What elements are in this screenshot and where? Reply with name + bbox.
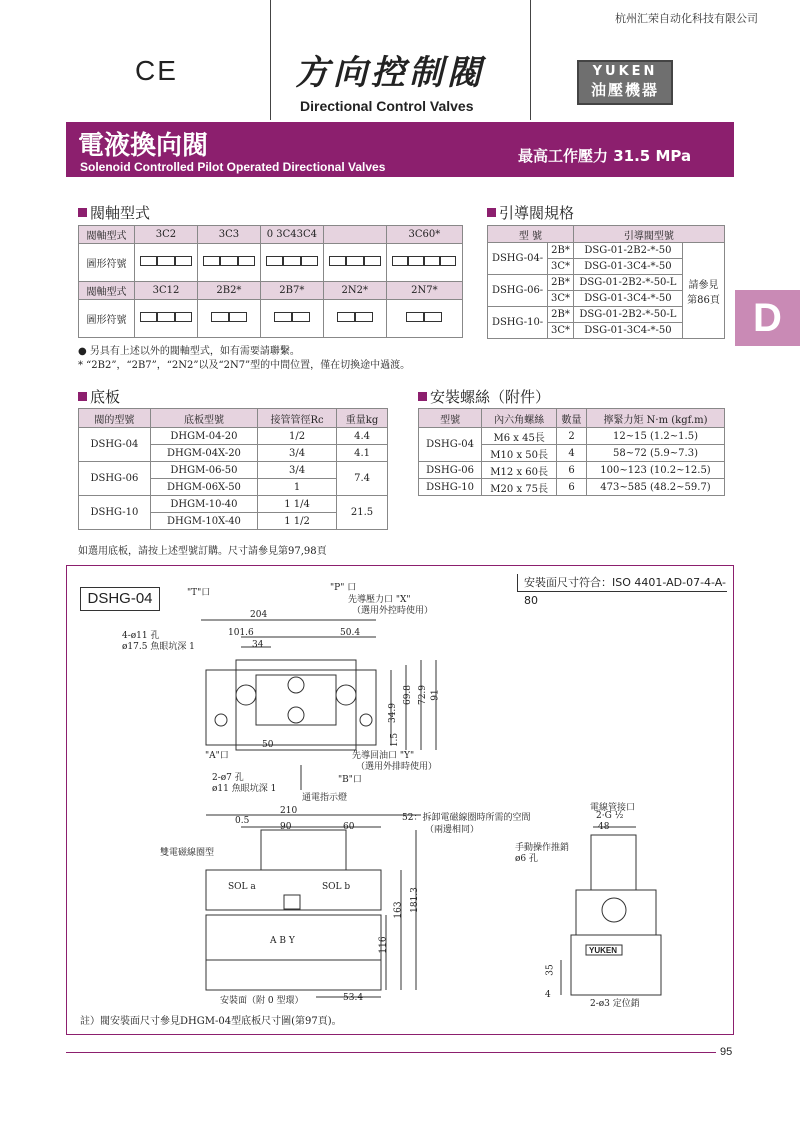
subplate-kg: 4.4 [337, 428, 388, 445]
pilot-part: DSG-01-3C4-*-50 [573, 259, 682, 275]
banner-title-en: Solenoid Controlled Pilot Operated Directional Valves [80, 160, 386, 174]
max-pressure: 最高工作壓力 31.5 MPa [518, 147, 692, 165]
spool-symbol [386, 300, 462, 338]
bolts-col: 數量 [557, 409, 587, 428]
subplate-kg: 4.1 [337, 445, 388, 462]
subplate-part: DHGM-06-50 [150, 462, 257, 479]
dim-53-4: 53.4 [343, 993, 364, 1003]
bolts-torque: 473~585 (48.2~59.7) [586, 479, 724, 496]
spool-cell: 3C12 [135, 282, 198, 300]
yuken-logo [577, 60, 673, 105]
bolts-model: DSHG-06 [419, 462, 482, 479]
y-port-label: 先導回油口 "Y" [352, 751, 415, 761]
spool-symbol [135, 300, 198, 338]
x-port-note: （選用外控時使用） [352, 606, 434, 616]
bolts-qty: 6 [557, 479, 587, 496]
logo-text-top: YUKEN [592, 64, 658, 79]
spool-table [78, 225, 463, 338]
subplate-kg: 21.5 [337, 496, 388, 530]
bolts-torque: 58~72 (5.9~7.3) [586, 445, 724, 462]
sol-a-label: SOL a [228, 882, 256, 892]
spool-symbol [197, 300, 260, 338]
side-circle [602, 898, 626, 922]
spool-cell: 3C2 [135, 226, 198, 244]
bolts-qty: 2 [557, 428, 587, 445]
bolts-model: DSHG-10 [419, 479, 482, 496]
footer-line [66, 1052, 716, 1053]
pilot-part: DSG-01-2B2-*-50-L [573, 275, 682, 291]
bolts-bolt: M12 x 60長 [482, 462, 557, 479]
page-number: 95 [720, 1046, 733, 1058]
subplate-col: 接管管徑Rc [258, 409, 337, 428]
top-view-body [206, 670, 376, 745]
conduit-size: 2·G ½ [596, 811, 624, 821]
subplate-col: 重量kg [337, 409, 388, 428]
company-name: 杭州汇荣自动化科技有限公司 [615, 13, 758, 25]
manual-hole: ø6 孔 [515, 854, 539, 864]
spool-cell: 3C3 [197, 226, 260, 244]
pilot-part: DSG-01-3C4-*-50 [573, 323, 682, 339]
bolts-col: 型號 [419, 409, 482, 428]
pilot-model: DSHG-10- [488, 307, 548, 339]
subplate-col: 閥的型號 [79, 409, 151, 428]
spool-symbol [323, 244, 386, 282]
dim-35: 35 [545, 964, 556, 976]
pilot-code: 3C* [548, 291, 574, 307]
subplate-part: DHGM-10X-40 [150, 513, 257, 530]
dim-91: 91 [430, 689, 441, 701]
dim-48: 48 [598, 822, 610, 832]
top-view-pilot [236, 660, 356, 750]
b-port-label: "B"口 [338, 775, 362, 785]
pilot-part: DSG-01-2B2-*-50-L [573, 307, 682, 323]
pilot-heading: 引導閥規格 [487, 202, 574, 223]
bolts-torque: 12~15 (1.2~1.5) [586, 428, 724, 445]
spool-cell [323, 226, 386, 244]
subplate-rc: 3/4 [258, 462, 337, 479]
spool-cell: 3C60* [386, 226, 462, 244]
bolts-col: 擰緊力矩 N·m (kgf.m) [586, 409, 724, 428]
spool-cell: 2B7* [260, 282, 323, 300]
subplate-model: DSHG-10 [79, 496, 151, 530]
port-circle [236, 685, 256, 705]
manual-label: 手動操作推銷 [515, 843, 570, 853]
dim-204: 204 [250, 610, 268, 620]
port-circle [215, 714, 227, 726]
banner-title-zh: 電液換向閥 [78, 131, 209, 161]
spool-symbol [135, 244, 198, 282]
spool-symbol-label: 圖形符號 [79, 244, 135, 282]
pilot-part: DSG-01-2B2-*-50 [573, 243, 682, 259]
pilot-col-pilot: 引導閥型號 [573, 226, 724, 243]
solenoid-top [261, 830, 346, 870]
logo-text-bottom: 油壓機器 [590, 81, 659, 99]
ce-mark: CE [135, 55, 178, 86]
pilot-code: 2B* [548, 243, 574, 259]
drawing-model: DSHG-04 [80, 587, 160, 611]
spool-cell: 2N7* [386, 282, 462, 300]
dim-50: 50 [262, 740, 274, 750]
pilot-table [487, 225, 725, 339]
side-lower [571, 935, 661, 995]
pilot-part: DSG-01-3C4-*-50 [573, 291, 682, 307]
spool-type-label: 閥軸型式 [79, 282, 135, 300]
subplate-model: DSHG-06 [79, 462, 151, 496]
subplate-kg: 7.4 [337, 462, 388, 496]
pilot-ref-1: 請參見 [688, 279, 719, 291]
dim-163: 163 [393, 901, 404, 919]
spool-symbol [386, 244, 462, 282]
top-view-center [256, 675, 336, 725]
y-port-note: （選用外排時使用） [356, 762, 438, 772]
bolts-heading: 安裝螺絲（附件） [418, 386, 550, 407]
spool-type-label: 閥軸型式 [79, 226, 135, 244]
lamp-label: 通電指示燈 [302, 793, 348, 803]
subplate-rc: 1 1/2 [258, 513, 337, 530]
dim-34: 34 [252, 640, 264, 650]
pilot-code: 3C* [548, 323, 574, 339]
section-tab-d: D [735, 290, 800, 346]
drawing-footnote: 註）閥安裝面尺寸參見DHGM-04型底板尺寸圖(第97頁)。 [80, 1016, 342, 1027]
port-circle [336, 685, 356, 705]
dim-4: 4 [545, 990, 551, 1000]
space-note: （兩邊相同） [425, 825, 480, 835]
spool-heading: 閥軸型式 [78, 202, 150, 223]
pilot-model: DSHG-06- [488, 275, 548, 307]
dim-101-6: 101.6 [228, 628, 254, 638]
dim-90: 90 [280, 822, 292, 832]
bolts-bolt: M10 x 50長 [482, 445, 557, 462]
surface-label: 安裝面（附 0 型環） [220, 996, 304, 1006]
pilot-col-model: 型 號 [488, 226, 574, 243]
dim-181-3: 181.3 [409, 887, 420, 913]
holes-label: 4-ø11 孔 [122, 631, 160, 641]
dim-210: 210 [280, 806, 298, 816]
bolts-col: 內六角螺絲 [482, 409, 557, 428]
spool-symbol-label: 圖形符號 [79, 300, 135, 338]
t-port-label: "T"口 [187, 588, 211, 598]
p-port-label: "P" 口 [330, 583, 357, 593]
spool-symbol [260, 300, 323, 338]
side-logo: YUKEN [589, 946, 618, 955]
header-divider-left [270, 0, 271, 120]
bolts-bolt: M20 x 75長 [482, 479, 557, 496]
sol-b-label: SOL b [322, 882, 351, 892]
x-port-label: 先導壓力口 "X" [348, 595, 411, 605]
tank-symbol [284, 895, 300, 909]
page-title-en: Directional Control Valves [300, 98, 474, 114]
main-body [206, 915, 381, 990]
spool-symbol [197, 244, 260, 282]
side-upper [576, 890, 656, 935]
port-circle [288, 707, 304, 723]
pilot-code: 3C* [548, 259, 574, 275]
bolts-table [418, 408, 725, 496]
space-label: 52：拆卸電磁線圈時所需的空間 [402, 813, 531, 823]
subplate-model: DSHG-04 [79, 428, 151, 462]
pilot-code: 2B* [548, 307, 574, 323]
subplate-note: 如選用底板，請按上述型號訂購。尺寸請參見第97,98頁 [78, 546, 327, 557]
dim-116: 116 [378, 936, 389, 954]
a-port-label: "A"口 [205, 751, 229, 761]
conduit-label: 電線管接口 [590, 803, 636, 813]
spool-note-2: * “2B2”，“2B7”，“2N2”以及“2N7”型的中間位置，僅在切換途中過渡。 [78, 360, 411, 371]
port-circle [360, 714, 372, 726]
mounting-standard: 安裝面尺寸符合：ISO 4401-AD-07-4-A-80 [517, 574, 727, 592]
pilot-ref-2: 第86頁 [687, 294, 720, 306]
header-divider-right [530, 0, 531, 120]
holes-label-3: 2-ø7 孔 [212, 773, 244, 783]
subplate-part: DHGM-04-20 [150, 428, 257, 445]
subplate-part: DHGM-04X-20 [150, 445, 257, 462]
coil-label: 雙電磁線圈型 [160, 848, 215, 858]
subplate-part: DHGM-10-40 [150, 496, 257, 513]
subplate-rc: 1 [258, 479, 337, 496]
subplate-rc: 1/2 [258, 428, 337, 445]
side-conduit [591, 835, 636, 890]
spool-symbol [323, 300, 386, 338]
bolts-qty: 4 [557, 445, 587, 462]
dim-60: 60 [343, 822, 355, 832]
dim-0-5: 0.5 [235, 816, 250, 826]
bolts-model: DSHG-04 [419, 428, 482, 462]
spool-note-1: ● 另具有上述以外的閥軸型式，如有需要請聯繫。 [78, 346, 300, 357]
plate-letters: A B Y [270, 936, 295, 946]
bolts-bolt: M6 x 45長 [482, 428, 557, 445]
spool-cell: 2N2* [323, 282, 386, 300]
holes-label-2: ø17.5 魚眼坑深 1 [122, 642, 195, 652]
pilot-code: 2B* [548, 275, 574, 291]
dim-72-9: 72.9 [418, 684, 429, 706]
port-circle [288, 677, 304, 693]
dim-50-4: 50.4 [340, 628, 361, 638]
spool-cell: 2B2* [197, 282, 260, 300]
subplate-col: 底板型號 [150, 409, 257, 428]
subplate-part: DHGM-06X-50 [150, 479, 257, 496]
bolts-torque: 100~123 (10.2~12.5) [586, 462, 724, 479]
subplate-table [78, 408, 388, 530]
subplate-heading: 底板 [78, 386, 120, 407]
subplate-rc: 3/4 [258, 445, 337, 462]
page-title-zh: 方向控制閥 [295, 53, 485, 93]
dim-1-5: 1.5 [390, 732, 401, 748]
spool-cell: 0 3C43C4 [260, 226, 323, 244]
dim-69-8: 69.8 [403, 684, 414, 706]
pin-label: 2-ø3 定位銷 [590, 999, 640, 1009]
pilot-ref [683, 243, 725, 339]
bolts-qty: 6 [557, 462, 587, 479]
dim-34-9: 34.9 [388, 702, 399, 724]
pilot-model: DSHG-04- [488, 243, 548, 275]
subplate-rc: 1 1/4 [258, 496, 337, 513]
holes-label-4: ø11 魚眼坑深 1 [212, 784, 277, 794]
spool-symbol [260, 244, 323, 282]
